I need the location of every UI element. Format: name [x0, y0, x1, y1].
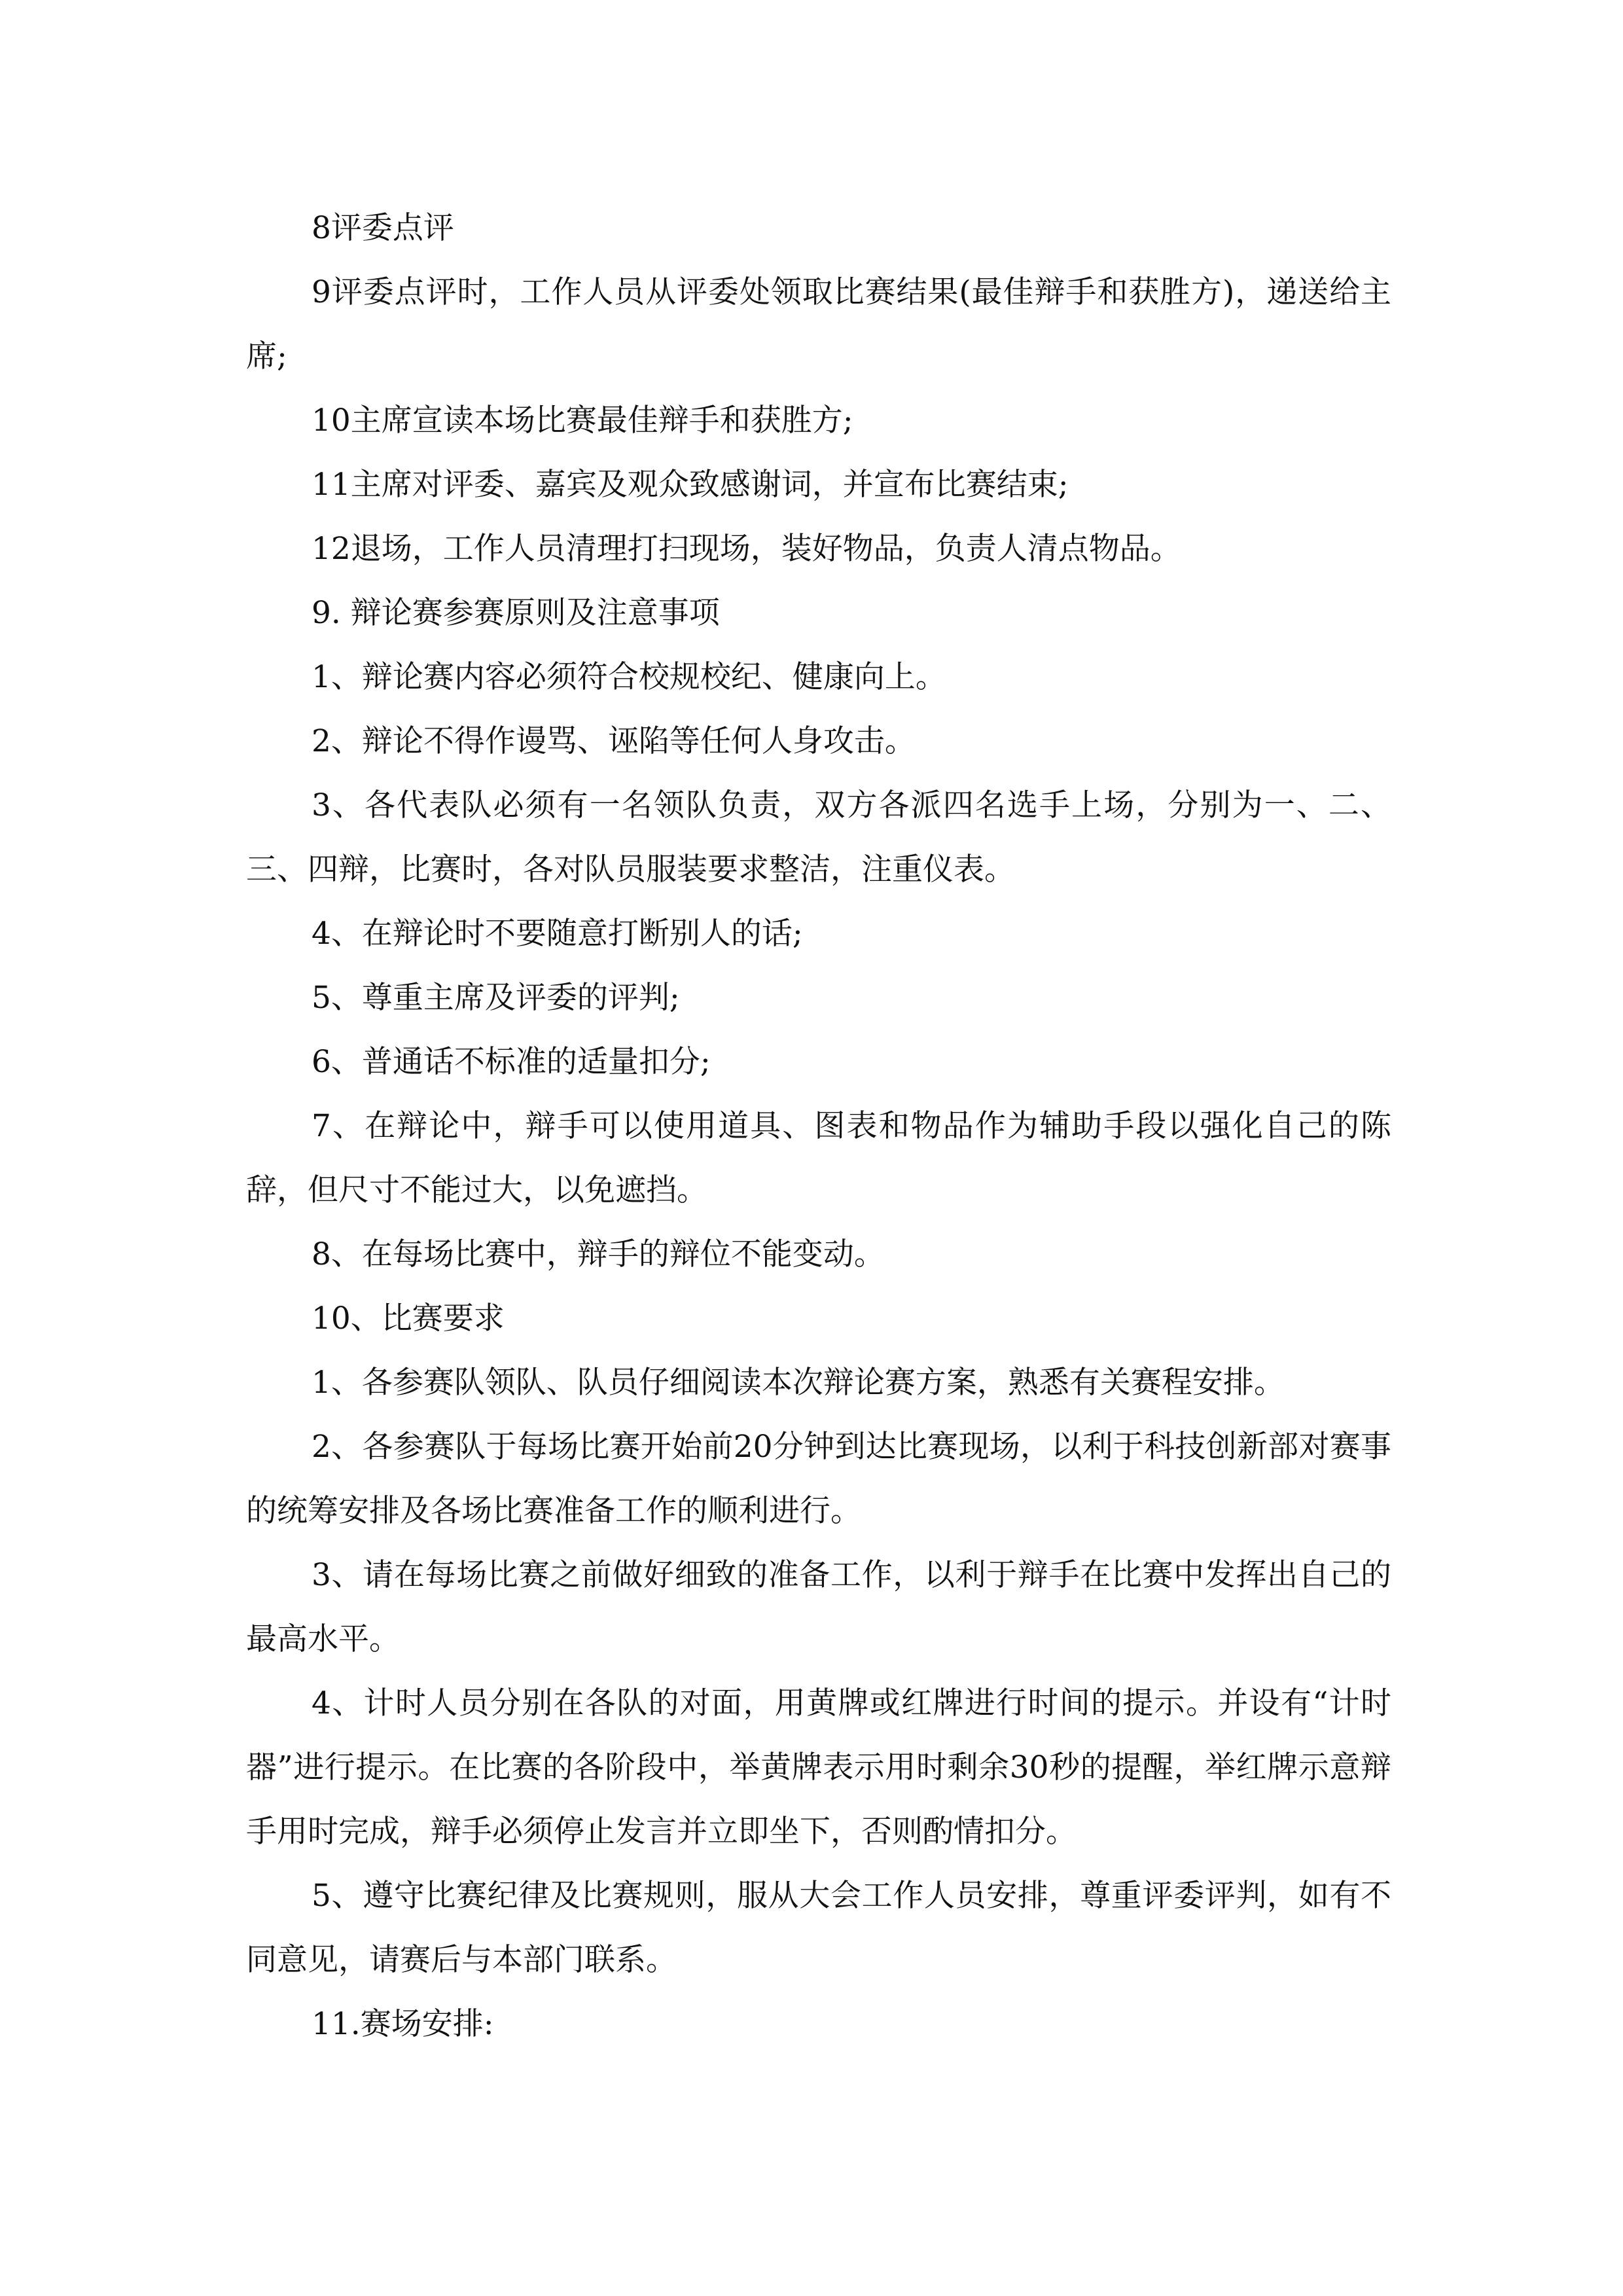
- paragraph: 6、普通话不标准的适量扣分;: [312, 1044, 711, 1080]
- paragraph: 8、在每场比赛中，辩手的辩位不能变动。: [312, 1236, 885, 1272]
- section-heading: 9. 辩论赛参赛原则及注意事项: [312, 595, 720, 631]
- paragraph: 11主席对评委、嘉宾及观众致感谢词，并宣布比赛结束;: [312, 467, 1069, 503]
- section-heading: 10、比赛要求: [312, 1300, 505, 1336]
- paragraph: 3、各代表队必须有一名领队负责，双方各派四名选手上场，分别为一、二、三、四辩，比赛时，各对队员服装要求整洁，注重仪表。: [246, 787, 1391, 888]
- paragraph: 2、各参赛队于每场比赛开始前20分钟到达比赛现场，以利于科技创新部对赛事的统筹安排及各场比赛准备工作的顺利进行。: [246, 1429, 1391, 1529]
- paragraph: 1、各参赛队领队、队员仔细阅读本次辩论赛方案，熟悉有关赛程安排。: [312, 1365, 1285, 1401]
- section-heading: 11.赛场安排:: [312, 2006, 494, 2042]
- paragraph: 5、尊重主席及评委的评判;: [312, 980, 680, 1016]
- paragraph: 3、请在每场比赛之前做好细致的准备工作，以利于辩手在比赛中发挥出自己的最高水平。: [246, 1557, 1391, 1657]
- paragraph: 5、遵守比赛纪律及比赛规则，服从大会工作人员安排，尊重评委评判，如有不同意见，请赛后与本部门联系。: [246, 1878, 1391, 1978]
- paragraph: 4、在辩论时不要随意打断别人的话;: [312, 916, 803, 952]
- paragraph: 9评委点评时，工作人员从评委处领取比赛结果(最佳辩手和获胜方)，递送给主席;: [246, 274, 1391, 374]
- document-body: [246, 196, 1391, 2056]
- paragraph: 4、计时人员分别在各队的对面，用黄牌或红牌进行时间的提示。并设有“计时器”进行提示。在比赛的各阶段中，举黄牌表示用时剩余30秒的提醒，举红牌示意辩手用时完成，辩手必须停止发言并立即坐下，否则酌情扣分。: [246, 1685, 1391, 1850]
- paragraph: 12退场，工作人员清理打扫现场，装好物品，负责人清点物品。: [312, 531, 1181, 567]
- paragraph: 1、辩论赛内容必须符合校规校纪、健康向上。: [312, 659, 946, 695]
- paragraph: 7、在辩论中，辩手可以使用道具、图表和物品作为辅助手段以强化自己的陈辞，但尺寸不能过大，以免遮挡。: [246, 1108, 1391, 1208]
- paragraph: 10主席宣读本场比赛最佳辩手和获胜方;: [312, 403, 853, 439]
- paragraph: 8评委点评: [312, 210, 454, 246]
- paragraph: 2、辩论不得作谩骂、诬陷等任何人身攻击。: [312, 723, 916, 759]
